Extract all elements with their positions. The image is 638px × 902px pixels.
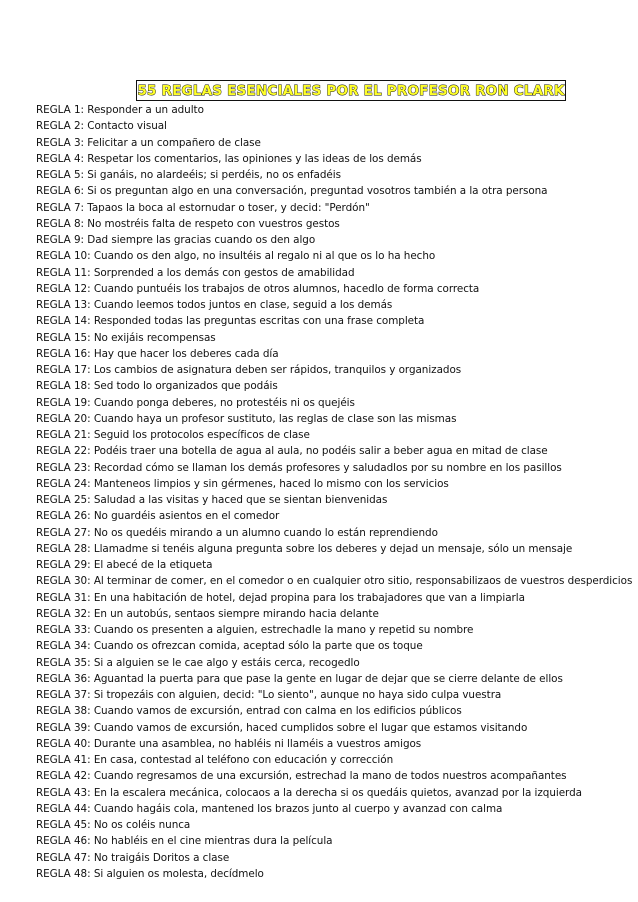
rule-label: REGLA 28: — [36, 542, 91, 555]
rule-label: REGLA 7: — [36, 201, 84, 214]
rule-text: No os coléis nunca — [93, 819, 191, 831]
rule-label: REGLA 36: — [36, 672, 91, 685]
rule-label: REGLA 41: — [36, 754, 91, 766]
rule-text: Al terminar de comer, en el comedor o en cualquier otro sitio, responsabilizaos de vuestros desperdicios — [93, 575, 633, 588]
rule-label: REGLA 42: — [36, 770, 91, 783]
rule-text: Si alguien os molesta, decídmelo — [93, 867, 264, 880]
rule-line — [36, 801, 636, 817]
rule-label: REGLA 46: — [36, 835, 91, 848]
rule-text: Dad siempre las gracias cuando os den algo — [87, 234, 316, 246]
rule-text: Si os preguntan algo en una conversación, preguntad vosotros también a la otra persona — [87, 185, 548, 198]
rule-text: No mostréis falta de respeto con vuestros gestos — [87, 217, 340, 230]
rule-text: Si tropezáis con alguien, decid: "Lo siento", aunque no haya sido culpa vuestra — [93, 689, 502, 701]
rule-label: REGLA 5: — [36, 169, 84, 181]
rule-text: Seguid los protocolos específicos de clase — [93, 429, 310, 441]
rule-line — [36, 200, 636, 216]
rule-text: El abecé de la etiqueta — [93, 559, 213, 571]
rule-label: REGLA 30: — [36, 575, 91, 588]
rule-text: No guardéis asientos en el comedor — [93, 510, 280, 523]
rule-label: REGLA 26: — [36, 510, 91, 523]
rule-label: REGLA 8: — [36, 217, 84, 230]
rule-line — [36, 768, 636, 784]
rule-line — [36, 655, 636, 671]
rule-label: REGLA 15: — [36, 331, 91, 344]
rule-label: REGLA 9: — [36, 234, 84, 246]
rule-label: REGLA 11: — [36, 266, 91, 279]
rule-text: Si a alguien se le cae algo y estáis cerca, recogedlo — [93, 656, 360, 669]
rule-line — [36, 638, 636, 654]
rule-line — [36, 330, 636, 346]
rule-line — [36, 687, 636, 703]
rule-label: REGLA 3: — [36, 136, 84, 149]
rule-label: REGLA 45: — [36, 819, 91, 831]
rule-text: Los cambios de asignatura deben ser rápidos, tranquilos y organizados — [93, 364, 462, 376]
rule-text: Tapaos la boca al estornudar o toser, y decid: "Perdón" — [87, 201, 370, 214]
rule-text: Cuando haya un profesor sustituto, las reglas de clase son las mismas — [93, 412, 457, 425]
rule-label: REGLA 6: — [36, 185, 84, 198]
rule-text: Cuando os ofrezcan comida, aceptad sólo la parte que os toque — [93, 640, 423, 653]
rule-label: REGLA 40: — [36, 737, 91, 750]
rule-line — [36, 411, 636, 427]
rule-line — [36, 167, 636, 183]
rule-line — [36, 736, 636, 752]
rule-text: Durante una asamblea, no habléis ni llaméis a vuestros amigos — [93, 737, 422, 750]
rule-line — [36, 850, 636, 866]
rule-label: REGLA 10: — [36, 250, 91, 263]
rule-label: REGLA 19: — [36, 396, 91, 409]
rule-line — [36, 183, 636, 199]
rule-text: Aguantad la puerta para que pase la gente en lugar de dejar que se cierre delante de ellos — [93, 672, 563, 685]
rule-label: REGLA 43: — [36, 786, 91, 799]
rule-line — [36, 573, 636, 589]
rule-label: REGLA 25: — [36, 494, 91, 506]
rule-text: Responder a un adulto — [87, 104, 204, 116]
rule-text: Cuando ponga deberes, no protestéis ni os quejéis — [93, 396, 355, 409]
rule-text: Cuando regresamos de una excursión, estrechad la mano de todos nuestros acompañantes — [93, 770, 567, 783]
rule-label: REGLA 35: — [36, 656, 91, 669]
rule-text: En casa, contestad al teléfono con educación y corrección — [93, 754, 394, 766]
rule-text: Cuando os den algo, no insultéis al regalo ni al que os lo ha hecho — [93, 250, 436, 263]
title-box — [136, 80, 566, 101]
rule-label: REGLA 18: — [36, 380, 91, 393]
rule-text: En una habitación de hotel, dejad propina para los trabajadores que van a limpiarla — [93, 591, 525, 604]
rule-text: Cuando puntuéis los trabajos de otros alumnos, hacedlo de forma correcta — [93, 282, 480, 295]
rule-text: Cuando leemos todos juntos en clase, seguid a los demás — [93, 299, 393, 311]
rule-line — [36, 541, 636, 557]
rule-label: REGLA 21: — [36, 429, 91, 441]
rule-text: Felicitar a un compañero de clase — [87, 136, 261, 149]
rule-line — [36, 866, 636, 882]
rule-line — [36, 671, 636, 687]
rule-label: REGLA 31: — [36, 591, 91, 604]
rule-text: Cuando hagáis cola, mantened los brazos junto al cuerpo y avanzad con calma — [93, 802, 503, 815]
rule-line — [36, 590, 636, 606]
rule-label: REGLA 13: — [36, 299, 91, 311]
rule-label: REGLA 4: — [36, 152, 84, 165]
rule-text: No os quedéis mirando a un alumno cuando lo están reprendiendo — [93, 526, 438, 539]
rule-label: REGLA 29: — [36, 559, 91, 571]
rule-text: Podéis traer una botella de agua al aula, no podéis salir a beber agua en mitad de clase — [93, 445, 548, 458]
rule-text: Saludad a las visitas y haced que se sientan bienvenidas — [93, 494, 388, 506]
rule-line — [36, 557, 636, 573]
rule-label: REGLA 16: — [36, 347, 91, 360]
rule-line — [36, 313, 636, 329]
rule-label: REGLA 32: — [36, 607, 91, 620]
rule-label: REGLA 44: — [36, 802, 91, 815]
rule-line — [36, 817, 636, 833]
rule-label: REGLA 1: — [36, 104, 84, 116]
rule-line — [36, 248, 636, 264]
rule-line — [36, 216, 636, 232]
rule-line — [36, 785, 636, 801]
rule-line — [36, 703, 636, 719]
rule-label: REGLA 34: — [36, 640, 91, 653]
rule-text: Cuando vamos de excursión, haced cumplidos sobre el lugar que estamos visitando — [93, 721, 528, 734]
rule-label: REGLA 47: — [36, 851, 91, 864]
rule-label: REGLA 14: — [36, 315, 91, 328]
rule-text: En un autobús, sentaos siempre mirando hacia delante — [93, 607, 379, 620]
rule-label: REGLA 37: — [36, 689, 91, 701]
rules-list — [36, 102, 636, 882]
rule-text: Manteneos limpios y sin gérmenes, haced lo mismo con los servicios — [93, 477, 449, 490]
rule-line — [36, 395, 636, 411]
rule-line — [36, 265, 636, 281]
rule-text: Cuando vamos de excursión, entrad con calma en los edificios públicos — [93, 705, 462, 718]
rule-line — [36, 622, 636, 638]
rule-text: Cuando os presenten a alguien, estrechadle la mano y repetid su nombre — [93, 624, 474, 636]
rule-line — [36, 606, 636, 622]
rule-line — [36, 362, 636, 378]
rule-text: No exijáis recompensas — [93, 331, 216, 344]
document-title: 55 REGLAS ESENCIALES POR EL PROFESOR RON CLARK — [137, 82, 565, 99]
rule-line — [36, 118, 636, 134]
rule-text: No traigáis Doritos a clase — [93, 851, 230, 864]
rule-text: Si ganáis, no alardeéis; si perdéis, no os enfadéis — [87, 169, 341, 181]
rule-line — [36, 232, 636, 248]
rule-label: REGLA 12: — [36, 282, 91, 295]
rule-line — [36, 151, 636, 167]
rule-label: REGLA 17: — [36, 364, 91, 376]
rule-label: REGLA 22: — [36, 445, 91, 458]
rule-text: Contacto visual — [87, 120, 167, 133]
rule-line — [36, 346, 636, 362]
rule-label: REGLA 38: — [36, 705, 91, 718]
rule-line — [36, 476, 636, 492]
rule-line — [36, 281, 636, 297]
rule-label: REGLA 33: — [36, 624, 91, 636]
rule-text: Recordad cómo se llaman los demás profesores y saludadlos por su nombre en los pasillos — [93, 461, 562, 474]
rule-line — [36, 525, 636, 541]
rule-text: Sorprended a los demás con gestos de amabilidad — [93, 266, 355, 279]
rule-line — [36, 102, 636, 118]
rule-text: Sed todo lo organizados que podáis — [93, 380, 278, 393]
rule-line — [36, 752, 636, 768]
rule-line — [36, 443, 636, 459]
rule-line — [36, 492, 636, 508]
rule-text: No habléis en el cine mientras dura la película — [93, 835, 333, 848]
rule-line — [36, 833, 636, 849]
rule-label: REGLA 24: — [36, 477, 91, 490]
rule-line — [36, 378, 636, 394]
rule-line — [36, 135, 636, 151]
rule-label: REGLA 39: — [36, 721, 91, 734]
rule-line — [36, 297, 636, 313]
rule-line — [36, 720, 636, 736]
rule-text: Llamadme si tenéis alguna pregunta sobre los deberes y dejad un mensaje, sólo un mensaje — [93, 542, 573, 555]
rule-text: En la escalera mecánica, colocaos a la derecha si os quedáis quietos, avanzad por la izquierda — [93, 786, 582, 799]
rule-line — [36, 460, 636, 476]
rule-label: REGLA 48: — [36, 867, 91, 880]
rule-text: Respetar los comentarios, las opiniones y las ideas de los demás — [87, 152, 422, 165]
rule-label: REGLA 23: — [36, 461, 91, 474]
rule-label: REGLA 20: — [36, 412, 91, 425]
rule-label: REGLA 27: — [36, 526, 91, 539]
rule-text: Responded todas las preguntas escritas con una frase completa — [93, 315, 425, 328]
rule-text: Hay que hacer los deberes cada día — [93, 347, 279, 360]
rule-line — [36, 508, 636, 524]
rule-line — [36, 427, 636, 443]
rule-label: REGLA 2: — [36, 120, 84, 133]
